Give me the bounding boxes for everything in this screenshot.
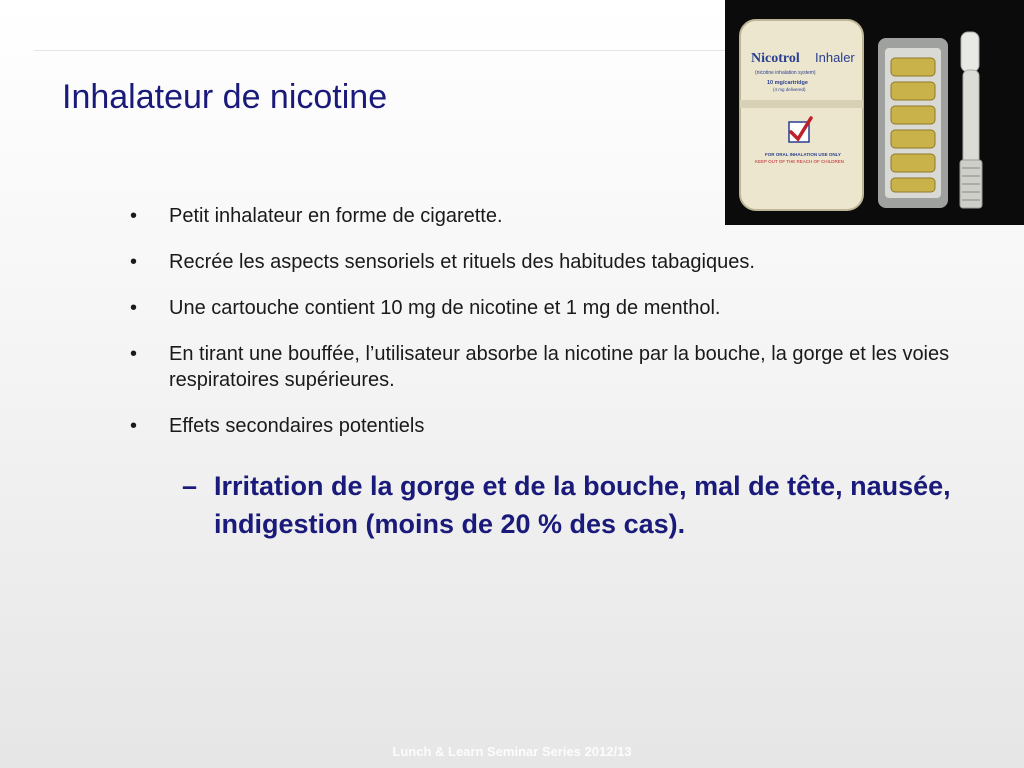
bullet-text: Petit inhalateur en forme de cigarette. [169,205,503,227]
bullet-marker: • [130,205,138,227]
bullet-text: Recrée les aspects sensoriels et rituels des habitudes tabagiques. [169,251,755,273]
sub-bullet-marker: – [182,471,198,501]
bullet-item [130,203,970,229]
slide-title: Inhalateur de nicotine [62,78,388,116]
svg-text:KEEP OUT OF THE REACH OF CHILD: KEEP OUT OF THE REACH OF CHILDREN [755,159,845,164]
nicotrol-inhaler-image [725,0,1024,225]
slide-footer: Lunch & Learn Seminar Series 2012/13 [392,744,632,759]
nicotrol-inhaler-photo [725,0,1024,225]
bullet-marker: • [130,251,138,273]
svg-text:(nicotine inhalation system): (nicotine inhalation system) [755,70,816,76]
header-rule [34,50,734,51]
svg-text:Inhaler: Inhaler [815,50,855,65]
sub-bullet-list [182,467,972,543]
bullet-marker: • [130,415,138,437]
svg-text:Nicotrol: Nicotrol [751,51,800,66]
bullet-item [130,413,970,439]
sub-bullet-item [182,467,972,543]
bullet-text: Effets secondaires potentiels [169,415,425,437]
svg-text:10 mg/cartridge: 10 mg/cartridge [767,80,808,86]
bullet-list [130,203,970,459]
bullet-marker: • [130,343,138,365]
svg-text:(4 mg delivered): (4 mg delivered) [773,87,806,92]
sub-bullet-text: Irritation de la gorge et de la bouche, mal de tête, nausée, indigestion (moins de 20 % des cas). [214,471,951,539]
bullet-item [130,249,970,275]
bullet-text: En tirant une bouffée, l’utilisateur absorbe la nicotine par la bouche, la gorge et les voies respiratoires supérieures. [169,343,950,391]
bullet-item [130,341,970,393]
bullet-text: Une cartouche contient 10 mg de nicotine et 1 mg de menthol. [169,297,721,319]
bullet-item [130,295,970,321]
bullet-marker: • [130,297,138,319]
svg-text:FOR ORAL INHALATION USE ONLY: FOR ORAL INHALATION USE ONLY [765,152,841,157]
